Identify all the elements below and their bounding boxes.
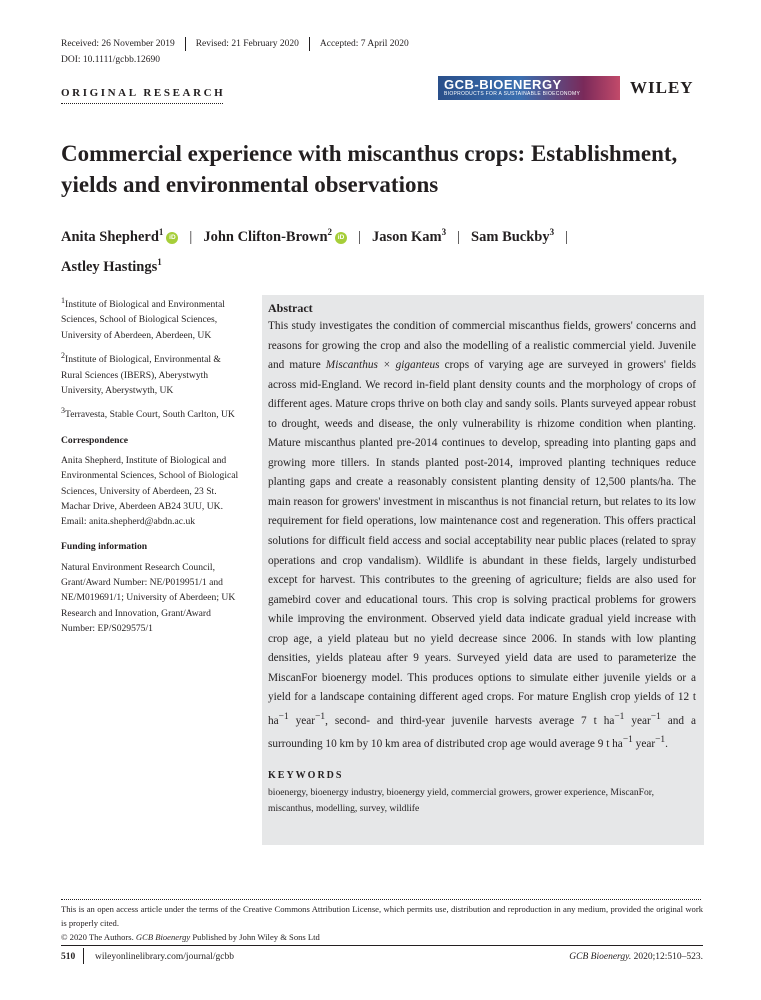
abstract-box — [262, 295, 704, 845]
author[interactable]: Jason Kam$^3$ — [371, 227, 447, 245]
author[interactable]: Anita Shepherd$^1$iD — [61, 229, 178, 245]
journal-citation: GCB Bioenergy. 2020;12:510–523. — [569, 952, 703, 962]
affiliation: $^2$Institute of Biological, Environmental & Rural Sciences (IBERS), Aberystwyth University, Aberystwyth, UK — [61, 351, 221, 396]
article-dates — [61, 37, 409, 51]
author-separator: | — [189, 228, 193, 245]
keywords-heading: KEYWORDS — [268, 769, 344, 781]
author-list — [61, 220, 721, 280]
author[interactable]: John Clifton-Brown$^2$iD — [203, 229, 347, 245]
revised-date: Revised: 21 February 2020 — [195, 39, 299, 49]
page-number: 510 — [61, 952, 76, 962]
correspondence-email[interactable]: Email: anita.shepherd@abdn.ac.uk — [61, 516, 196, 528]
correspondence-heading: Correspondence — [61, 434, 128, 446]
abstract-heading: Abstract — [268, 301, 313, 315]
author-separator: | — [358, 228, 361, 245]
license-text: This is an open access article under the terms of the Creative Commons Attribution License, which permits use, distribution and reproduction in any medium, provided the original work is properly cited. — [61, 904, 703, 928]
journal-logo[interactable] — [438, 76, 620, 100]
journal-logo-tagline: BIOPRODUCTS FOR A SUSTAINABLE BIOECONOMY — [444, 91, 581, 97]
keywords-text: bioenergy, bioenergy industry, bioenergy yield, commercial growers, grower experience, MiscanFor, miscanthus, modelling, survey, wildlife — [268, 786, 655, 814]
correspondence-text: Anita Shepherd, Institute of Biological and Environmental Sciences, School of Biological Sciences, University of Aberdeen, 23 St. Machar Drive, Aberdeen AB24 3UU, UK. Email: anita.shepherd@abdn.ac.uk — [61, 454, 239, 528]
author[interactable]: Sam Buckby$^3$ — [471, 227, 555, 245]
orcid-icon[interactable]: iD — [335, 232, 347, 244]
license-footnote — [61, 902, 703, 944]
journal-url[interactable]: wileyonlinelibrary.com/journal/gcbb — [95, 952, 234, 962]
doi[interactable]: DOI: 10.1111/gcbb.12690 — [61, 55, 160, 65]
page-footer-divider — [61, 945, 703, 946]
received-date: Received: 26 November 2019 — [61, 39, 175, 49]
abstract-text: This study investigates the condition of commercial miscanthus fields, growers' concerns and reasons for growing the crop and also the modelling of a realistic commercial yield. Juvenile and mature Miscanthus × giganteus crops of varying age are surveyed in growers' fields across mid-England. We record in-field plant density counts and the morphology of crops of different ages. Mature crops thrive on both clay and sandy soils. Plants surveyed appear robust to drought, weeds and disease, the only vulnerability is rhizome condition when planting. Mature miscanthus planted pre-2014 continues to develop, spreading into planting gaps and growing more tillers. In stands planted post-2014, improved planting techniques reduce planting gaps and create a reasonably consistent planting density of 12,500 plants/ha. The main reason for growers' investment in miscanthus is not financial return, but relates to its low requirement for field operations, low maintenance cost and regeneration. This offers practical solutions for difficult field access and social acceptability near public places (related to spray operations and crop vandalism). Wildlife is abundant in these fields, largely undisturbed except for harvest. This contributes to the greening of agriculture; fields are also used for gamebird cover and educational tours. This crop is solving practical problems for growers while improving the environment. Observed yield data indicate gradual yield increase with crop age, a yield plateau but no yield decrease since 2006. In stands with low planting densities, yields plateau after 9 years. Surveyed yield data are used to parameterize the MiscanFor bioenergy model. This produces options to simulate either juvenile yields or a yield for a landscape containing different aged crops. For mature English crop yields of 12 t $ha^{-1}$ year$^{-1}$, second- and third-year juvenile harvests average 7 t $ha^{-1}$ year$^{-1}$ and a surrounding 10 km by 10 km area of distributed crop age would average 9 t $ha^{-1}$ year$^{-1}$. — [268, 320, 697, 751]
date-divider — [185, 37, 186, 51]
footnote-divider — [61, 899, 701, 900]
accepted-date: Accepted: 7 April 2020 — [319, 39, 409, 49]
author[interactable]: Astley Hastings$^1$ — [61, 256, 162, 275]
orcid-icon[interactable]: iD — [166, 232, 178, 244]
affiliation: $^1$Institute of Biological and Environmental Sciences, School of Biological Sciences, University of Aberdeen, Aberdeen, UK — [61, 296, 225, 341]
author-separator: | — [565, 228, 569, 245]
article-title: Commercial experience with miscanthus crops: Establishment, yields and environmental observations — [61, 141, 678, 197]
journal-logo-name: GCB-BIOENERGY — [444, 77, 562, 92]
section-label: ORIGINAL RESEARCH — [61, 87, 226, 99]
affiliation: $^3$Terravesta, Stable Court, South Carlton, UK — [61, 406, 235, 421]
funding-text: Natural Environment Research Council, Grant/Award Number: NE/P019951/1 and NE/M019691/1; University of Aberdeen; UK Research and Innovation, Grant/Award Number: EP/S029575/1 — [61, 561, 236, 634]
article-sidebar — [61, 293, 241, 641]
publisher-logo[interactable]: WILEY — [630, 78, 694, 97]
funding-heading: Funding information — [61, 541, 148, 553]
section-divider — [61, 103, 223, 104]
page-footer-separator — [83, 948, 84, 964]
copyright-text: © 2020 The Authors. GCB Bioenergy Published by John Wiley & Sons Ltd — [61, 932, 320, 942]
author-separator: | — [457, 228, 461, 245]
date-divider — [309, 37, 310, 51]
